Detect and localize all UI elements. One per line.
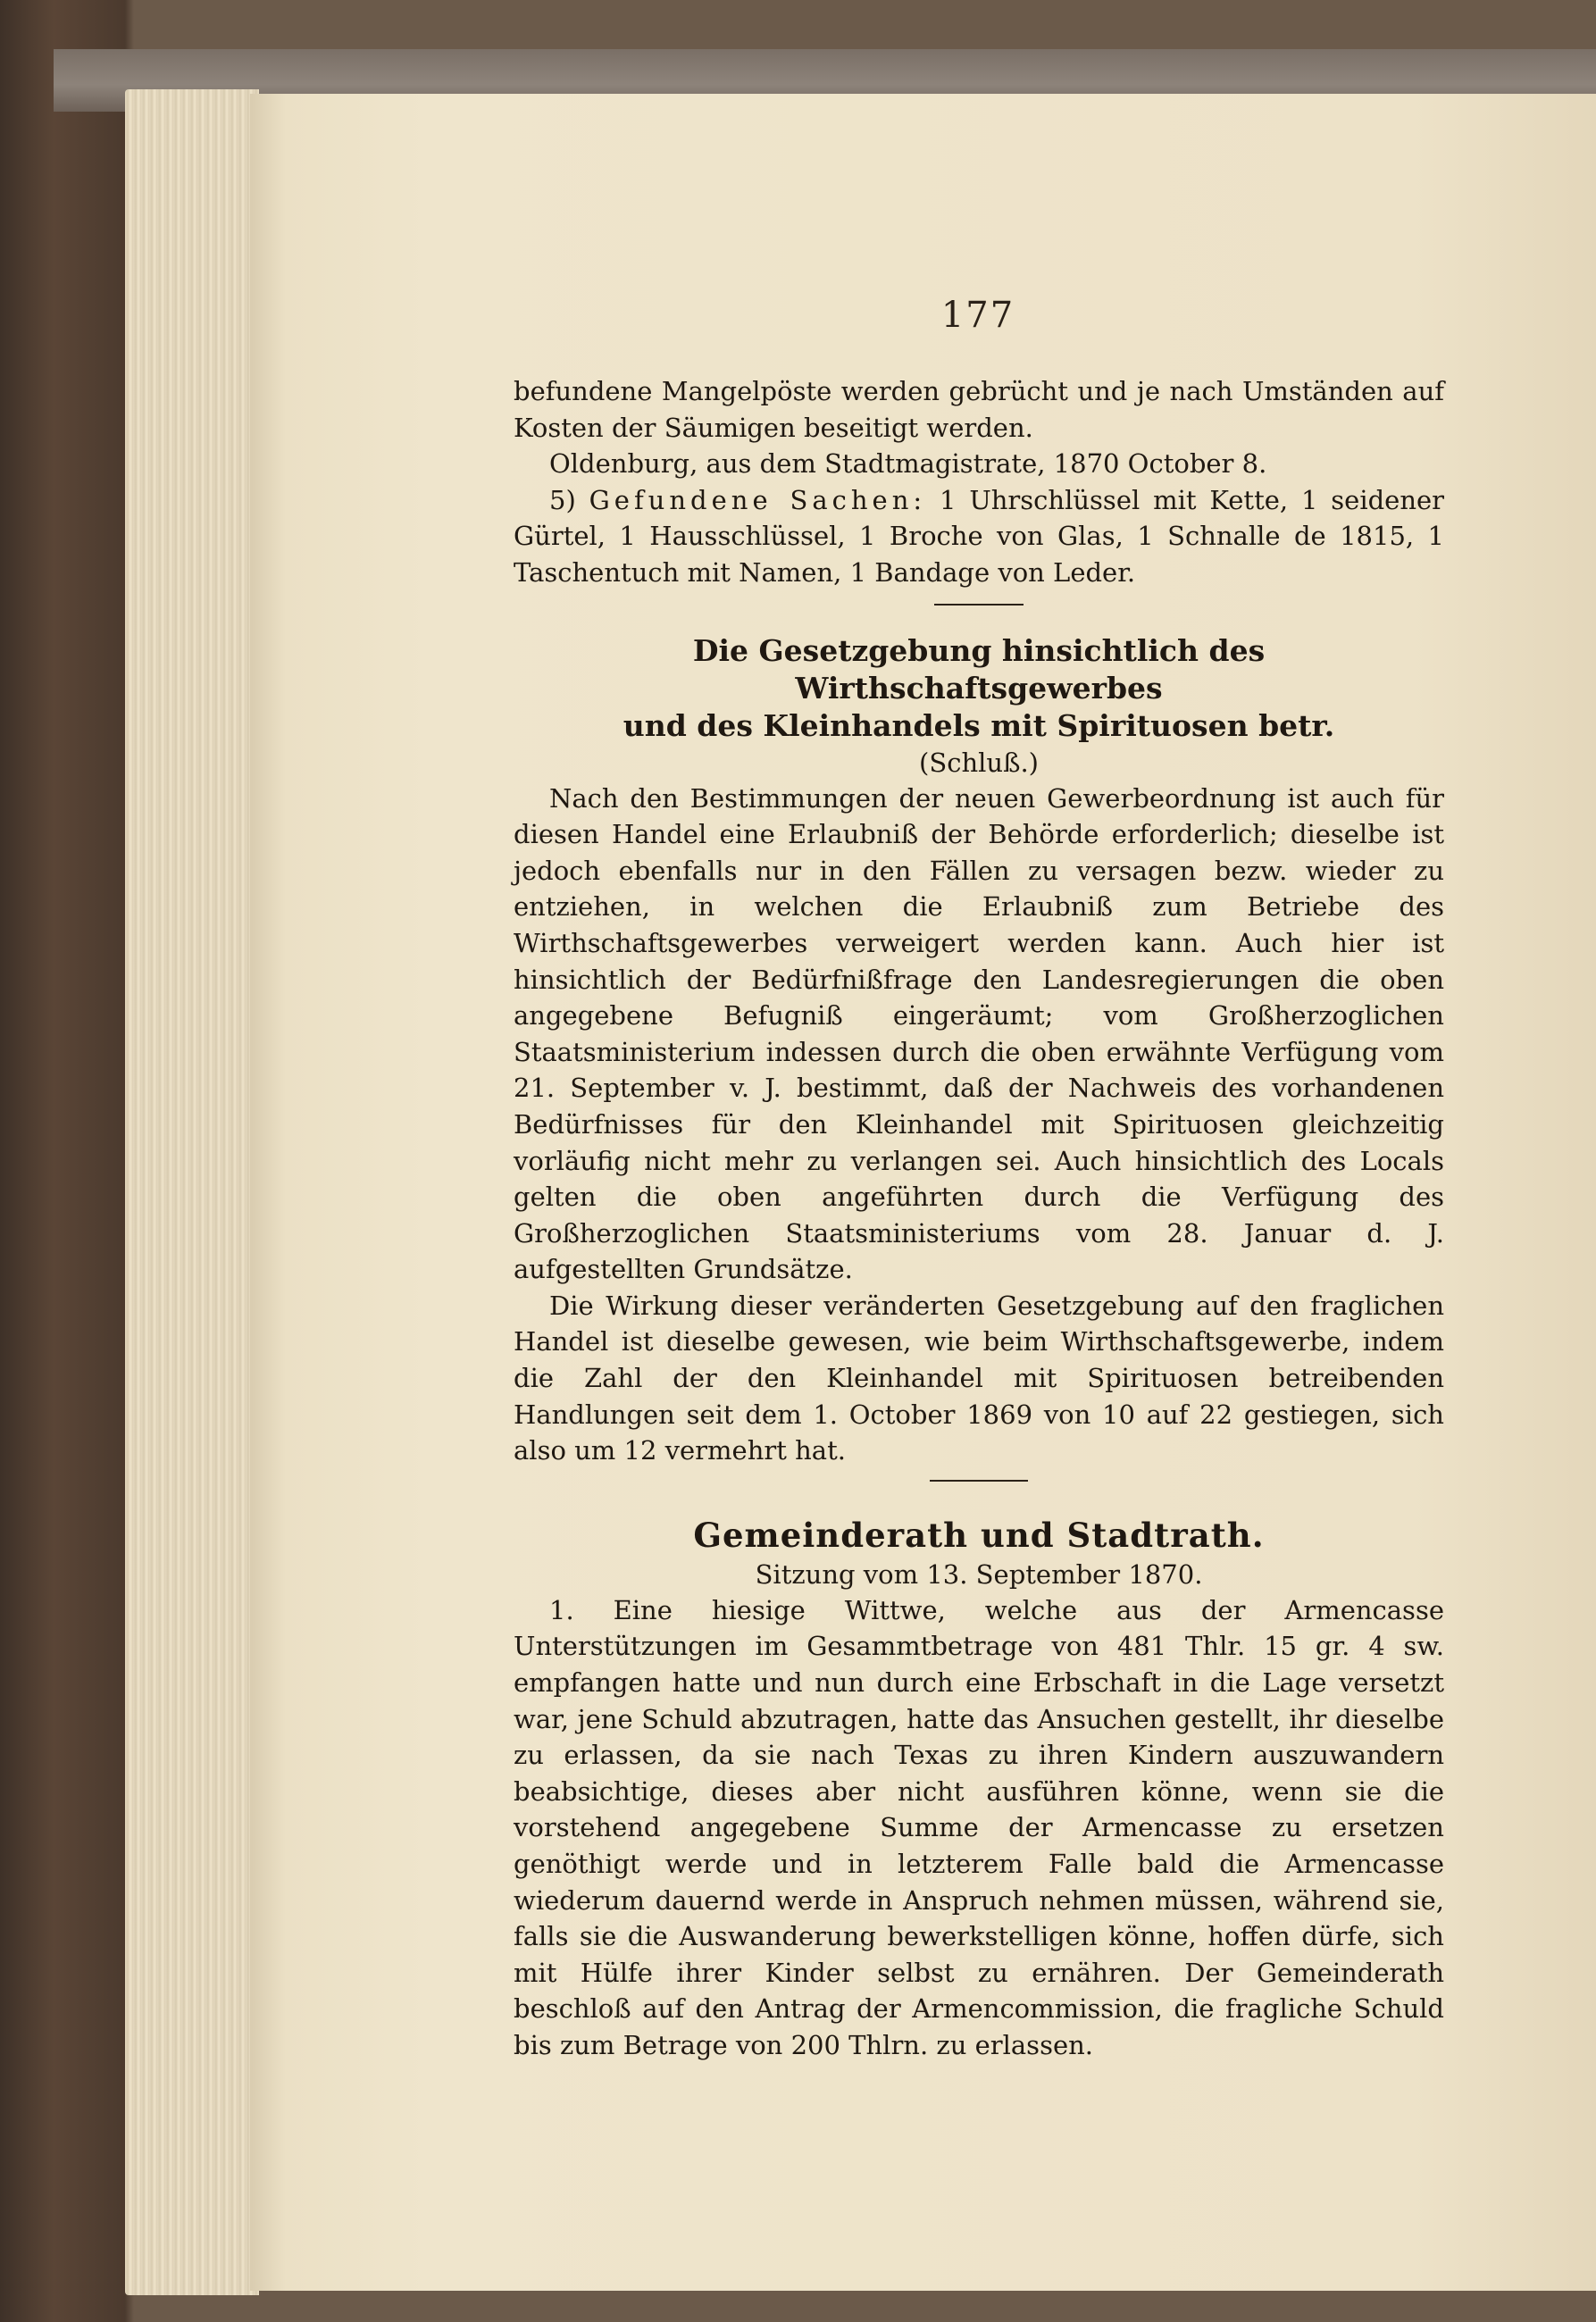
section3-para1: 1. Eine hiesige Wittwe, welche aus der Armencasse Unterstützungen im Gesammtbetrage von 481 Thlr. 15 gr. 4 sw. empfangen hatte und nun durch eine Erbschaft in die Lage versetzt war, jene Schuld abzutragen, hatte das Ansuchen gestellt, ihr dieselbe zu erlassen, da sie nach Texas zu ihren Kindern auszuwandern beabsichtige, dieses aber nicht ausführen könne, wenn sie die vorstehend angegebene Summe der Armencasse zu ersetzen genöthigt werde und in letzterem Falle bald die Armencasse wiederum dauernd werde in Anspruch nehmen müssen, während sie, falls sie die Auswanderung bewerkstelligen könne, hoffen dürfe, sich mit Hülfe ihrer Kinder selbst zu ernähren. Der Gemeinderath beschloß auf den Antrag der Armencommission, die fragliche Schuld bis zum Betrage von 200 Thlrn. zu erlassen.	[514, 1594, 1444, 2060]
section1-para1: befundene Mangelpöste werden gebrücht und je nach Umständen auf Kosten der Säumigen beseitigt werden.	[514, 376, 1444, 443]
item5-prefix: 5)	[549, 484, 576, 515]
section3-heading: Gemeinderath und Stadtrath.	[693, 1515, 1265, 1555]
page-text	[514, 373, 1444, 2064]
page-edges	[125, 89, 259, 2295]
section2-para2: Die Wirkung dieser veränderten Gesetzgebung auf den fraglichen Handel ist dieselbe gewesen, wie beim Wirthschaftsgewerbe, indem die Zahl der den Kleinhandel mit Spirituosen betreibenden Handlungen seit dem 1. October 1869 von 10 auf 22 gestiegen, sich also um 12 vermehrt hat.	[514, 1290, 1444, 1466]
section1-signature: Oldenburg, aus dem Stadtmagistrate, 1870 October 8.	[549, 448, 1267, 480]
section2-para1: Nach den Bestimmungen der neuen Gewerbeordnung ist auch für diesen Handel eine Erlaubniß der Behörde erforderlich; dieselbe ist jedoch ebenfalls nur in den Fällen zu versagen bezw. wieder zu entziehen, in welchen die Erlaubniß zum Betriebe des Wirthschaftsgewerbes verweigert werden kann. Auch hier ist hinsichtlich der Bedürfnißfrage den Landesregierungen die oben angegebene Befugniß eingeräumt; vom Großherzoglichen Staatsministerium indessen durch die oben erwähnte Verfügung vom 21. September v. J. bestimmt, daß der Nachweis des vorhandenen Bedürfnisses für den Kleinhandel mit Spirituosen gleichzeitig vorläufig nicht mehr zu verlangen sei. Auch hinsichtlich des Locals gelten die oben angeführten durch die Verfügung des Großherzoglichen Staatsministeriums vom 28. Januar d. J. aufgestellten Grundsätze.	[514, 782, 1444, 1285]
section2-heading-line1: Die Gesetzgebung hinsichtlich des Wirthschaftsgewerbes	[692, 632, 1266, 706]
section2-heading-line2: und des Kleinhandels mit Spirituosen betr.	[623, 707, 1335, 743]
item5-text: 1 Uhrschlüssel mit Kette, 1 seidener Gürtel, 1 Hausschlüssel, 1 Broche von Glas, 1 Schnalle de 1815, 1 Taschentuch mit Namen, 1 Bandage von Leder.	[514, 484, 1445, 588]
section2-subtitle: (Schluß.)	[919, 747, 1039, 778]
page-number: 177	[940, 295, 1015, 336]
item5-label: Gefundene Sachen:	[589, 484, 927, 515]
section3-subheading: Sitzung vom 13. September 1870.	[755, 1558, 1203, 1590]
separator-rule	[930, 1480, 1028, 1482]
separator-rule	[934, 604, 1024, 606]
section1-item5	[514, 482, 1444, 591]
